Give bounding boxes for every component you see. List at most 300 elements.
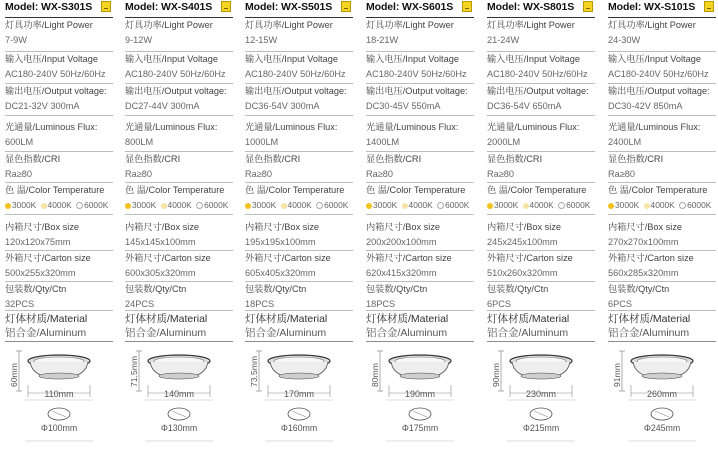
spec-label: 色 温/Color Temperature xyxy=(5,185,105,195)
spec-carton xyxy=(487,253,595,279)
width-dimension: 260mm xyxy=(646,389,677,399)
spec-input xyxy=(487,54,595,80)
ct-options xyxy=(5,200,113,210)
spec-color-temperature xyxy=(125,185,233,210)
ct-option-4000k: 4000K xyxy=(41,200,72,210)
spec-value: DC36-54V 300mA xyxy=(245,101,320,111)
warm-dot-icon xyxy=(125,203,131,209)
spec-label: 灯具功率/Light Power xyxy=(608,20,696,30)
energy-label-icon xyxy=(583,1,593,12)
spec-label: 内箱尺寸/Box size xyxy=(487,222,562,232)
model-header xyxy=(245,0,353,18)
divider xyxy=(608,310,716,311)
spec-material xyxy=(245,313,353,339)
spec-label: 色 温/Color Temperature xyxy=(608,185,708,195)
spec-value: 605x405x320mm xyxy=(245,268,316,278)
spec-output xyxy=(245,86,353,112)
divider xyxy=(5,250,113,251)
spec-cri xyxy=(125,154,233,180)
spec-label: 显色指数/CRI xyxy=(366,154,422,164)
spec-value: AC180-240V 50Hz/60Hz xyxy=(125,69,226,79)
spec-label: 色 温/Color Temperature xyxy=(245,185,345,195)
spec-material xyxy=(487,313,595,339)
divider xyxy=(487,214,595,215)
width-dimension: 190mm xyxy=(404,389,435,399)
divider xyxy=(245,310,353,311)
spec-value: DC21-32V 300mA xyxy=(5,101,80,111)
divider xyxy=(487,115,595,116)
height-dimension: 91mm xyxy=(612,363,622,387)
model-name: Model: WX-S301S xyxy=(5,1,93,13)
spec-value: 600LM xyxy=(5,137,34,147)
spec-label: 输入电压/Input Voltage xyxy=(245,54,338,64)
spec-value: AC180-240V 50Hz/60Hz xyxy=(487,69,588,79)
spec-label: 光通量/Luminous Flux: xyxy=(245,122,338,132)
divider xyxy=(125,83,233,84)
model-name: Model: WX-S101S xyxy=(608,1,696,13)
spec-value: 1000LM xyxy=(245,137,279,147)
spec-value: 145x145x100mm xyxy=(125,237,196,247)
spec-box xyxy=(125,222,233,248)
divider xyxy=(366,182,474,183)
spec-value: 24PCS xyxy=(125,299,155,309)
material-value: 铝合金/Aluminum xyxy=(487,327,569,339)
cutout-dimension: Φ245mm xyxy=(643,423,681,433)
spec-label: 显色指数/CRI xyxy=(245,154,301,164)
spec-material xyxy=(366,313,474,339)
spec-value: 6PCS xyxy=(608,299,633,309)
spec-label: 外箱尺寸/Carton size xyxy=(245,253,331,263)
spec-value: 500x255x320mm xyxy=(5,268,76,278)
spec-value: 560x285x320mm xyxy=(608,268,679,278)
spec-power xyxy=(487,20,595,46)
spec-output xyxy=(608,86,716,112)
divider xyxy=(487,182,595,183)
warm-dot-icon xyxy=(5,203,11,209)
spec-carton xyxy=(5,253,113,279)
ct-option-3000k: 3000K xyxy=(5,200,36,210)
material-label: 灯体材质/Material xyxy=(366,313,449,325)
cutout-dimension: Φ100mm xyxy=(40,423,78,433)
spec-output xyxy=(366,86,474,112)
spec-value: 18-21W xyxy=(366,35,399,45)
spec-label: 内箱尺寸/Box size xyxy=(366,222,441,232)
spec-power xyxy=(608,20,716,46)
divider xyxy=(487,151,595,152)
spec-label: 外箱尺寸/Carton size xyxy=(125,253,211,263)
width-dimension: 140mm xyxy=(163,389,194,399)
divider xyxy=(245,281,353,282)
downlight-drawing xyxy=(366,345,474,449)
model-header xyxy=(125,0,233,18)
spec-label: 显色指数/CRI xyxy=(608,154,664,164)
spec-material xyxy=(125,313,233,339)
divider xyxy=(125,182,233,183)
product-column xyxy=(608,0,718,451)
divider xyxy=(245,83,353,84)
cool-dot-icon xyxy=(316,202,323,209)
downlight-drawing xyxy=(5,345,113,449)
ct-option-3000k: 3000K xyxy=(608,200,639,210)
divider xyxy=(5,115,113,116)
spec-label: 包装数/Qty/Ctn xyxy=(608,284,670,294)
spec-color-temperature xyxy=(487,185,595,210)
divider xyxy=(608,341,716,342)
spec-value: 1400LM xyxy=(366,137,400,147)
ct-option-3000k: 3000K xyxy=(245,200,276,210)
neutral-dot-icon xyxy=(402,203,408,209)
spec-cri xyxy=(5,154,113,180)
spec-label: 显色指数/CRI xyxy=(125,154,181,164)
spec-value: 195x195x100mm xyxy=(245,237,316,247)
spec-flux xyxy=(5,122,113,148)
spec-label: 灯具功率/Light Power xyxy=(487,20,575,30)
model-name: Model: WX-S601S xyxy=(366,1,454,13)
divider xyxy=(5,281,113,282)
ct-options xyxy=(487,200,595,210)
spec-value: 2400LM xyxy=(608,137,642,147)
spec-carton xyxy=(245,253,353,279)
spec-color-temperature xyxy=(5,185,113,210)
model-header xyxy=(366,0,474,18)
divider xyxy=(608,281,716,282)
spec-value: 120x120x75mm xyxy=(5,237,71,247)
spec-label: 输入电压/Input Voltage xyxy=(487,54,580,64)
spec-label: 显色指数/CRI xyxy=(5,154,61,164)
warm-dot-icon xyxy=(366,203,372,209)
spec-material xyxy=(5,313,113,339)
spec-flux xyxy=(125,122,233,148)
downlight-drawing xyxy=(245,345,353,449)
spec-label: 输出电压/Output voltage: xyxy=(125,86,227,96)
warm-dot-icon xyxy=(608,203,614,209)
spec-box xyxy=(487,222,595,248)
product-column xyxy=(5,0,115,451)
spec-value: 32PCS xyxy=(5,299,35,309)
spec-value: DC27-44V 300mA xyxy=(125,101,200,111)
spec-value: Ra≥80 xyxy=(125,169,153,179)
spec-value: 245x245x100mm xyxy=(487,237,558,247)
spec-label: 输入电压/Input Voltage xyxy=(5,54,98,64)
divider xyxy=(487,83,595,84)
cool-dot-icon xyxy=(437,202,444,209)
spec-label: 光通量/Luminous Flux: xyxy=(608,122,701,132)
spec-label: 色 温/Color Temperature xyxy=(487,185,587,195)
material-label: 灯体材质/Material xyxy=(608,313,691,325)
height-dimension: 80mm xyxy=(370,363,380,387)
height-dimension: 71.5mm xyxy=(129,355,139,387)
divider xyxy=(245,151,353,152)
divider xyxy=(245,182,353,183)
model-name: Model: WX-S801S xyxy=(487,1,575,13)
energy-label-icon xyxy=(341,1,351,12)
width-dimension: 170mm xyxy=(283,389,314,399)
divider xyxy=(366,281,474,282)
ct-option-3000k: 3000K xyxy=(487,200,518,210)
ct-option-6000k: 6000K xyxy=(316,200,348,210)
divider xyxy=(125,51,233,52)
divider xyxy=(487,51,595,52)
spec-label: 灯具功率/Light Power xyxy=(5,20,93,30)
spec-power xyxy=(5,20,113,46)
neutral-dot-icon xyxy=(281,203,287,209)
divider xyxy=(245,51,353,52)
divider xyxy=(5,51,113,52)
divider xyxy=(245,115,353,116)
spec-color-temperature xyxy=(245,185,353,210)
spec-value: 270x270x100mm xyxy=(608,237,679,247)
cutout-dimension: Φ215mm xyxy=(522,423,560,433)
cool-dot-icon xyxy=(76,202,83,209)
spec-label: 灯具功率/Light Power xyxy=(366,20,454,30)
spec-label: 包装数/Qty/Ctn xyxy=(245,284,307,294)
spec-color-temperature xyxy=(366,185,474,210)
spec-label: 显色指数/CRI xyxy=(487,154,543,164)
spec-qty xyxy=(5,284,113,310)
spec-value: 600x305x320mm xyxy=(125,268,196,278)
spec-value: Ra≥80 xyxy=(245,169,273,179)
material-label: 灯体材质/Material xyxy=(125,313,208,325)
divider xyxy=(608,182,716,183)
width-dimension: 230mm xyxy=(525,389,556,399)
material-value: 铝合金/Aluminum xyxy=(5,327,87,339)
spec-label: 外箱尺寸/Carton size xyxy=(5,253,91,263)
height-dimension: 90mm xyxy=(491,363,501,387)
energy-label-icon xyxy=(101,1,111,12)
divider xyxy=(608,214,716,215)
spec-color-temperature xyxy=(608,185,716,210)
spec-label: 输出电压/Output voltage: xyxy=(245,86,347,96)
spec-label: 输出电压/Output voltage: xyxy=(366,86,468,96)
product-column xyxy=(125,0,235,451)
spec-flux xyxy=(366,122,474,148)
spec-value: AC180-240V 50Hz/60Hz xyxy=(608,69,709,79)
spec-label: 输入电压/Input Voltage xyxy=(125,54,218,64)
divider xyxy=(487,310,595,311)
divider xyxy=(5,151,113,152)
cutout-dimension: Φ160mm xyxy=(280,423,318,433)
spec-value: Ra≥80 xyxy=(487,169,515,179)
divider xyxy=(125,214,233,215)
spec-value: AC180-240V 50Hz/60Hz xyxy=(245,69,346,79)
spec-value: 2000LM xyxy=(487,137,521,147)
spec-qty xyxy=(366,284,474,310)
divider xyxy=(487,250,595,251)
ct-options xyxy=(125,200,233,210)
divider xyxy=(245,214,353,215)
divider xyxy=(366,151,474,152)
spec-material xyxy=(608,313,716,339)
spec-input xyxy=(245,54,353,80)
divider xyxy=(487,341,595,342)
material-label: 灯体材质/Material xyxy=(487,313,570,325)
divider xyxy=(487,281,595,282)
energy-label-icon xyxy=(462,1,472,12)
model-header xyxy=(5,0,113,18)
ct-option-3000k: 3000K xyxy=(125,200,156,210)
spec-output xyxy=(125,86,233,112)
neutral-dot-icon xyxy=(644,203,650,209)
ct-option-6000k: 6000K xyxy=(76,200,108,210)
ct-option-6000k: 6000K xyxy=(437,200,469,210)
spec-value: 200x200x100mm xyxy=(366,237,437,247)
spec-value: Ra≥80 xyxy=(5,169,33,179)
spec-flux xyxy=(245,122,353,148)
spec-value: 18PCS xyxy=(245,299,275,309)
material-value: 铝合金/Aluminum xyxy=(245,327,327,339)
spec-label: 内箱尺寸/Box size xyxy=(608,222,683,232)
spec-input xyxy=(125,54,233,80)
spec-value: 510x260x320mm xyxy=(487,268,558,278)
model-header xyxy=(608,0,716,18)
divider xyxy=(5,214,113,215)
spec-label: 输出电压/Output voltage: xyxy=(487,86,589,96)
divider xyxy=(125,341,233,342)
material-label: 灯体材质/Material xyxy=(245,313,328,325)
neutral-dot-icon xyxy=(523,203,529,209)
ct-option-4000k: 4000K xyxy=(644,200,675,210)
spec-power xyxy=(125,20,233,46)
spec-cri xyxy=(245,154,353,180)
divider xyxy=(125,115,233,116)
product-column xyxy=(245,0,355,451)
spec-value: AC180-240V 50Hz/60Hz xyxy=(366,69,467,79)
spec-label: 内箱尺寸/Box size xyxy=(125,222,200,232)
spec-box xyxy=(245,222,353,248)
divider xyxy=(608,250,716,251)
spec-power xyxy=(366,20,474,46)
divider xyxy=(5,83,113,84)
spec-cri xyxy=(487,154,595,180)
divider xyxy=(5,182,113,183)
material-value: 铝合金/Aluminum xyxy=(608,327,690,339)
cutout-dimension: Φ130mm xyxy=(160,423,198,433)
energy-label-icon xyxy=(221,1,231,12)
spec-input xyxy=(366,54,474,80)
warm-dot-icon xyxy=(487,203,493,209)
spec-value: 9-12W xyxy=(125,35,153,45)
cool-dot-icon xyxy=(679,202,686,209)
spec-label: 输出电压/Output voltage: xyxy=(5,86,107,96)
width-dimension: 110mm xyxy=(44,389,74,399)
spec-value: 800LM xyxy=(125,137,154,147)
divider xyxy=(5,341,113,342)
divider xyxy=(125,151,233,152)
energy-label-icon xyxy=(704,1,714,12)
spec-value: DC30-42V 850mA xyxy=(608,101,683,111)
spec-value: 6PCS xyxy=(487,299,512,309)
spec-label: 灯具功率/Light Power xyxy=(125,20,213,30)
spec-value: 24-30W xyxy=(608,35,641,45)
height-dimension: 73.5mm xyxy=(249,355,259,387)
ct-option-6000k: 6000K xyxy=(196,200,228,210)
spec-label: 外箱尺寸/Carton size xyxy=(366,253,452,263)
divider xyxy=(608,115,716,116)
divider xyxy=(5,310,113,311)
divider xyxy=(608,51,716,52)
spec-cri xyxy=(608,154,716,180)
spec-label: 外箱尺寸/Carton size xyxy=(487,253,573,263)
spec-label: 光通量/Luminous Flux: xyxy=(487,122,580,132)
spec-value: DC30-45V 550mA xyxy=(366,101,441,111)
cutout-dimension: Φ175mm xyxy=(401,423,439,433)
spec-box xyxy=(366,222,474,248)
spec-input xyxy=(5,54,113,80)
divider xyxy=(125,310,233,311)
divider xyxy=(366,115,474,116)
ct-options xyxy=(245,200,353,210)
divider xyxy=(245,341,353,342)
divider xyxy=(245,250,353,251)
spec-label: 光通量/Luminous Flux: xyxy=(125,122,218,132)
height-dimension: 60mm xyxy=(9,363,19,387)
product-column xyxy=(487,0,597,451)
spec-carton xyxy=(366,253,474,279)
warm-dot-icon xyxy=(245,203,251,209)
divider xyxy=(366,83,474,84)
divider xyxy=(125,250,233,251)
material-value: 铝合金/Aluminum xyxy=(125,327,207,339)
spec-label: 包装数/Qty/Ctn xyxy=(5,284,67,294)
spec-value: 21-24W xyxy=(487,35,520,45)
ct-option-6000k: 6000K xyxy=(558,200,590,210)
product-column xyxy=(366,0,476,451)
ct-option-4000k: 4000K xyxy=(161,200,192,210)
ct-options xyxy=(608,200,716,210)
spec-qty xyxy=(487,284,595,310)
ct-option-4000k: 4000K xyxy=(523,200,554,210)
spec-value: 18PCS xyxy=(366,299,396,309)
spec-cri xyxy=(366,154,474,180)
spec-label: 色 温/Color Temperature xyxy=(366,185,466,195)
spec-label: 光通量/Luminous Flux: xyxy=(5,122,98,132)
spec-value: 7-9W xyxy=(5,35,27,45)
ct-option-6000k: 6000K xyxy=(679,200,711,210)
divider xyxy=(366,51,474,52)
downlight-drawing xyxy=(487,345,595,449)
spec-value: DC36-54V 650mA xyxy=(487,101,562,111)
spec-label: 内箱尺寸/Box size xyxy=(245,222,320,232)
divider xyxy=(366,250,474,251)
spec-label: 外箱尺寸/Carton size xyxy=(608,253,694,263)
ct-option-4000k: 4000K xyxy=(281,200,312,210)
spec-label: 光通量/Luminous Flux: xyxy=(366,122,459,132)
spec-label: 包装数/Qty/Ctn xyxy=(487,284,549,294)
spec-carton xyxy=(125,253,233,279)
model-name: Model: WX-S501S xyxy=(245,1,333,13)
spec-label: 包装数/Qty/Ctn xyxy=(366,284,428,294)
spec-carton xyxy=(608,253,716,279)
downlight-drawing xyxy=(608,345,716,449)
cool-dot-icon xyxy=(558,202,565,209)
spec-flux xyxy=(487,122,595,148)
model-name: Model: WX-S401S xyxy=(125,1,213,13)
spec-power xyxy=(245,20,353,46)
spec-label: 输出电压/Output voltage: xyxy=(608,86,710,96)
spec-output xyxy=(5,86,113,112)
spec-label: 包装数/Qty/Ctn xyxy=(125,284,187,294)
spec-box xyxy=(608,222,716,248)
divider xyxy=(366,310,474,311)
divider xyxy=(125,281,233,282)
divider xyxy=(366,214,474,215)
spec-label: 色 温/Color Temperature xyxy=(125,185,225,195)
divider xyxy=(608,83,716,84)
spec-value: Ra≥80 xyxy=(366,169,394,179)
ct-options xyxy=(366,200,474,210)
spec-flux xyxy=(608,122,716,148)
spec-value: 12-15W xyxy=(245,35,278,45)
